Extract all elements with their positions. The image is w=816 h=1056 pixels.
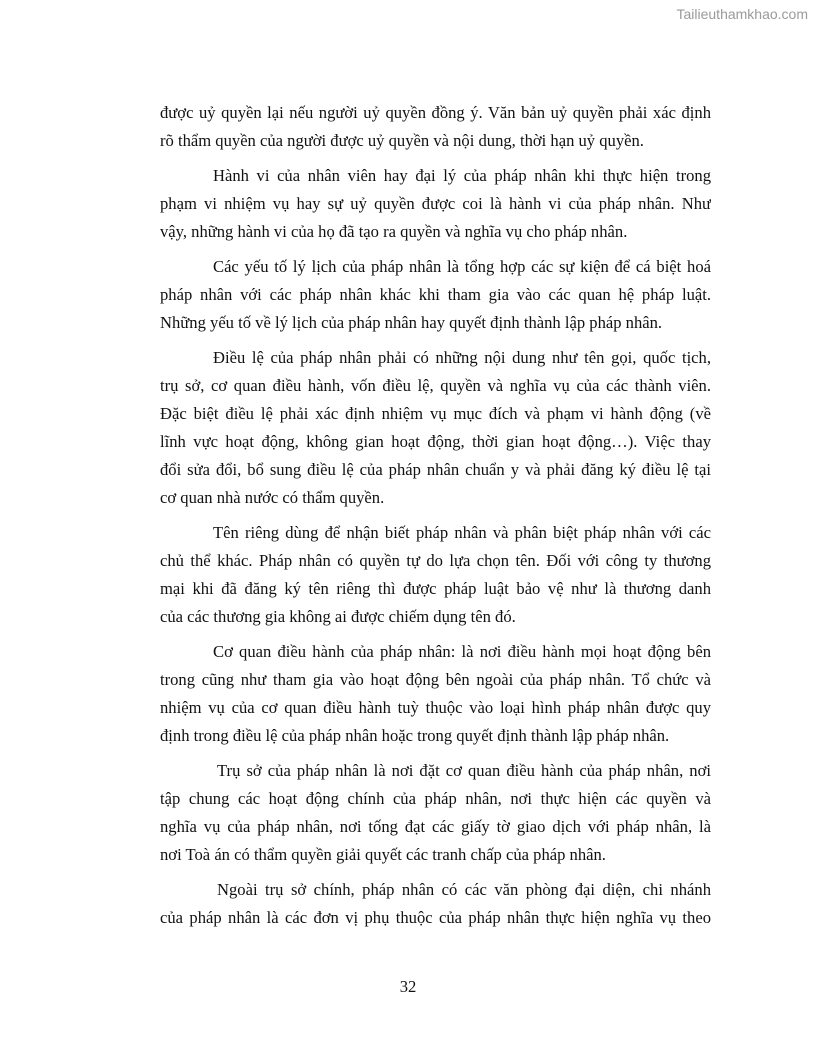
text-line: trụ sở, cơ quan điều hành, vốn điều lệ, quyền và nghĩa vụ của các thành viên. [160,376,711,395]
text-line: Điều lệ của pháp nhân phải có những nội dung như tên gọi, quốc tịch, [213,348,711,367]
paragraph-agent-acts [160,162,711,246]
text-line: Trụ sở của pháp nhân là nơi đặt cơ quan điều hành của pháp nhân, nơi [217,761,711,780]
text-line: Tên riêng dùng để nhận biết pháp nhân và phân biệt pháp nhân với các [213,523,711,542]
text-line: Những yếu tố về lý lịch của pháp nhân hay quyết định thành lập pháp nhân. [160,313,663,332]
text-line: rõ thẩm quyền của người được uỷ quyền và nội dung, thời hạn uỷ quyền. [160,131,644,150]
paragraph-governing-body [160,638,711,750]
text-line: của pháp nhân là các đơn vị phụ thuộc của pháp nhân thực hiện nghĩa vụ theo [160,908,711,927]
text-line: mại khi đã đăng ký tên riêng thì được pháp luật bảo vệ như là thương danh [160,579,711,598]
text-line: Ngoài trụ sở chính, pháp nhân có các văn phòng đại diện, chi nhánh [217,880,711,899]
text-line: phạm vi nhiệm vụ hay sự uỷ quyền được coi là hành vi của pháp nhân. Như [160,194,711,213]
text-line: pháp nhân với các pháp nhân khác khi tham gia vào các quan hệ pháp luật. [160,285,711,304]
text-line: Các yếu tố lý lịch của pháp nhân là tổng hợp các sự kiện để cá biệt hoá [213,257,711,276]
page-number: 32 [399,977,417,996]
paragraph-headquarters [160,757,711,869]
paragraph-charter [160,344,711,512]
paragraph-identity-elements [160,253,711,337]
text-line: Hành vi của nhân viên hay đại lý của pháp nhân khi thực hiện trong [213,166,711,185]
text-line: định trong điều lệ của pháp nhân hoặc trong quyết định thành lập pháp nhân. [160,726,670,745]
text-line: đổi sửa đổi, bổ sung điều lệ của pháp nhân chuẩn y và phải đăng ký điều lệ tại [160,460,711,479]
text-line: nghĩa vụ của pháp nhân, nơi tống đạt các giấy tờ giao dịch với pháp nhân, là [160,817,711,836]
text-line: chủ thể khác. Pháp nhân có quyền tự do lựa chọn tên. Đối với công ty thương [160,551,711,570]
text-line: được uỷ quyền lại nếu người uỷ quyền đồng ý. Văn bản uỷ quyền phải xác định [160,103,711,122]
text-line: tập chung các hoạt động chính của pháp nhân, nơi thực hiện các quyền và [160,789,711,808]
text-line: cơ quan nhà nước có thẩm quyền. [160,488,385,507]
text-line: lĩnh vực hoạt động, không gian hoạt động, thời gian hoạt động…). Việc thay [160,432,711,451]
document-body [160,99,711,932]
text-line: Cơ quan điều hành của pháp nhân: là nơi điều hành mọi hoạt động bên [213,642,711,661]
paragraph-branches [160,876,711,932]
watermark-text: Tailieuthamkhao.com [676,6,808,22]
text-line: nhiệm vụ của cơ quan điều hành tuỳ thuộc vào loại hình pháp nhân được quy [160,698,711,717]
paragraph-delegation [160,99,711,155]
text-line: của các thương gia không ai được chiếm dụng tên đó. [160,607,516,626]
paragraph-name [160,519,711,631]
text-line: nơi Toà án có thẩm quyền giải quyết các tranh chấp của pháp nhân. [160,845,606,864]
text-line: Đặc biệt điều lệ phải xác định nhiệm vụ mục đích và phạm vi hành động (về [160,404,711,423]
text-line: trong cũng như tham gia vào hoạt động bên ngoài của pháp nhân. Tổ chức và [160,670,711,689]
text-line: vậy, những hành vi của họ đã tạo ra quyền và nghĩa vụ cho pháp nhân. [160,222,628,241]
